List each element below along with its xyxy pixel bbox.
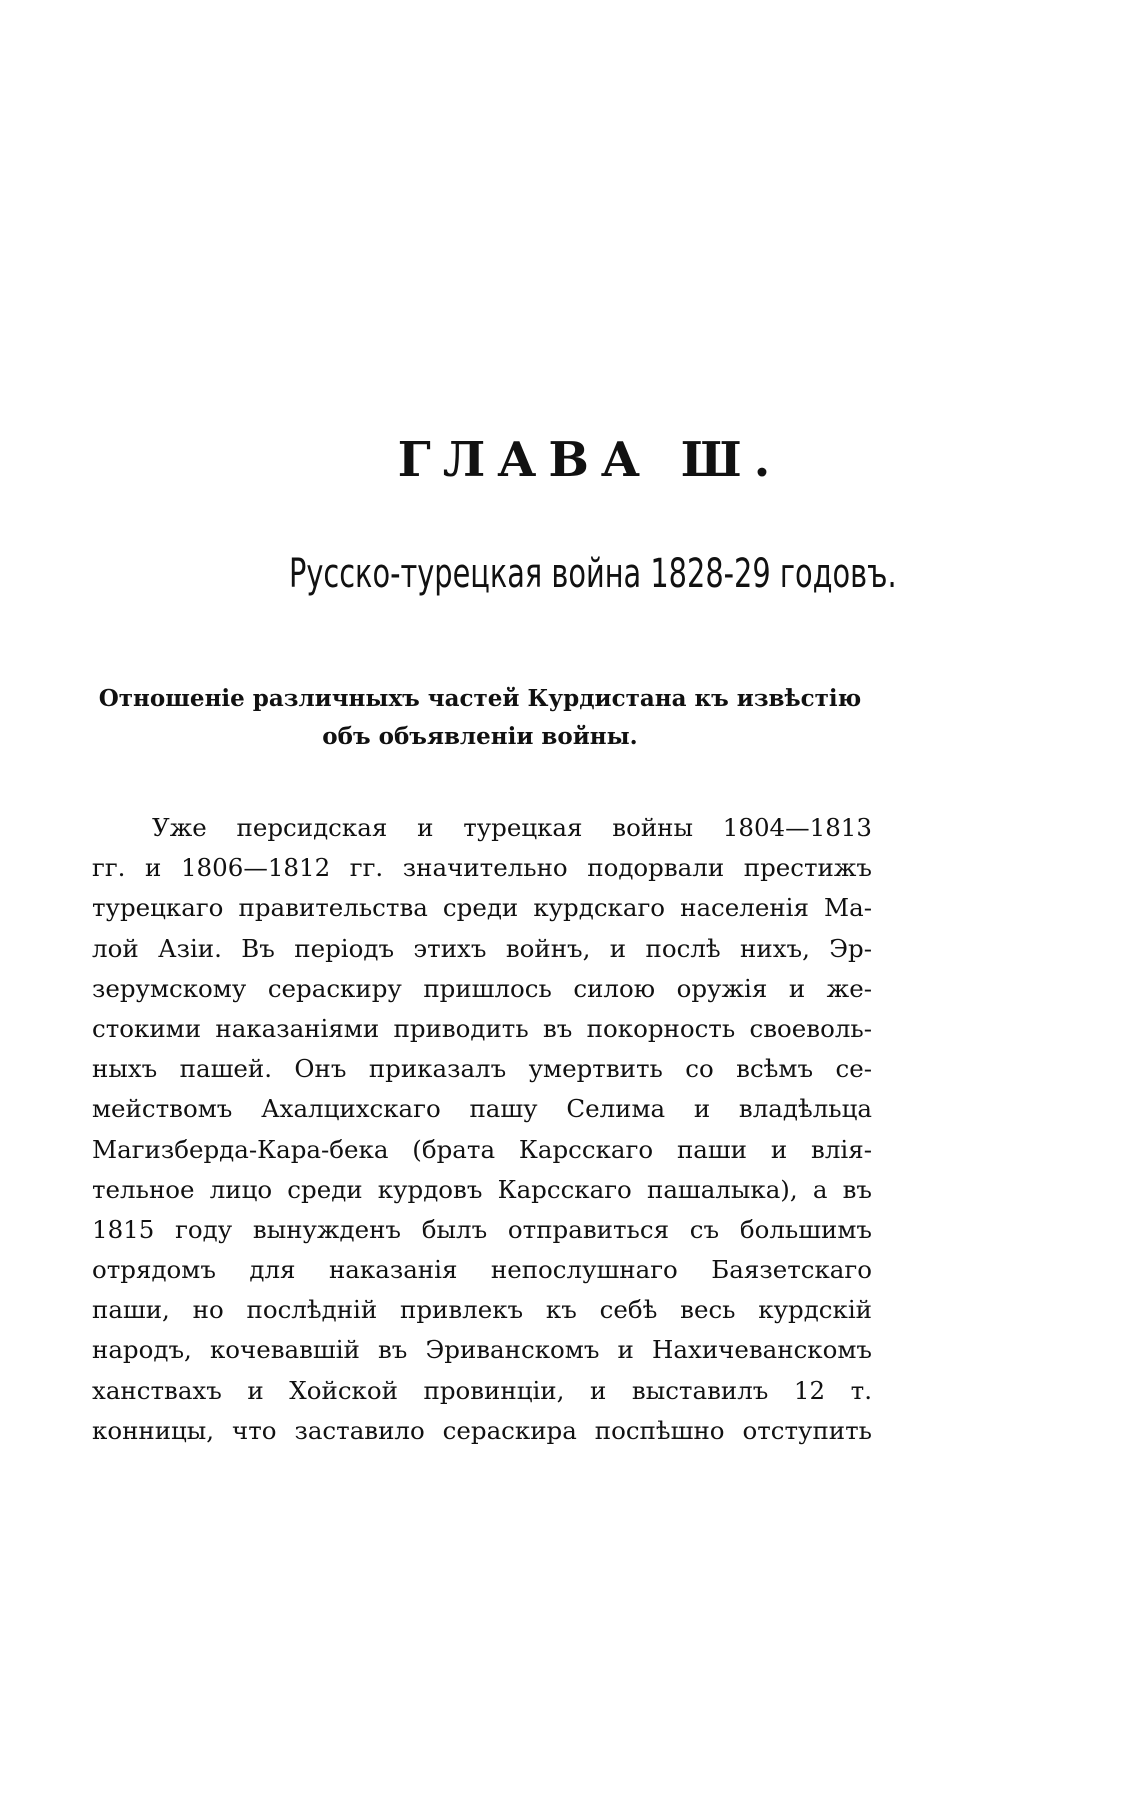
chapter-heading: ГЛАВА Ш. bbox=[397, 432, 783, 488]
text-line: паши, но послѣдній привлекъ къ себѣ весь курдскій bbox=[92, 1295, 872, 1325]
text-line: Уже персидская и турецкая войны 1804—1813 bbox=[152, 813, 872, 842]
section-heading-line: Отношеніе различныхъ частей Курдистана къ извѣстію bbox=[98, 685, 862, 712]
section-heading bbox=[90, 680, 870, 756]
text-line: турецкаго правительства среди курдскаго населенія Ма- bbox=[92, 893, 872, 923]
text-line: гг. и 1806—1812 гг. значительно подорвали престижъ bbox=[92, 853, 872, 883]
text-line: Магизберда-Кара-бека (брата Карсскаго паши и влія- bbox=[92, 1134, 872, 1164]
body-paragraph bbox=[92, 808, 872, 1451]
text-line: народъ, кочевавшій въ Эриванскомъ и Нахичеванскомъ bbox=[92, 1335, 872, 1365]
text-line: лой Азіи. Въ періодъ этихъ войнъ, и послѣ нихъ, Эр- bbox=[92, 933, 872, 963]
section-heading-line: объ объявленіи войны. bbox=[322, 723, 638, 750]
text-line: стокими наказаніями приводить въ покорность своеволь- bbox=[92, 1013, 872, 1043]
text-line: 1815 году вынужденъ былъ отправиться съ большимъ bbox=[92, 1214, 872, 1244]
chapter-title: Русско-турецкая война 1828-29 годовъ. bbox=[288, 551, 897, 597]
text-line: ханствахъ и Хойской провинціи, и выставилъ 12 т. bbox=[92, 1375, 872, 1405]
text-line: конницы, что заставило сераскира поспѣшно отступить bbox=[92, 1415, 872, 1445]
text-line: ныхъ пашей. Онъ приказалъ умертвить со всѣмъ се- bbox=[92, 1054, 872, 1084]
text-line: тельное лицо среди курдовъ Карсскаго пашалыка), а въ bbox=[92, 1174, 872, 1204]
text-line: отрядомъ для наказанія непослушнаго Баязетскаго bbox=[92, 1255, 872, 1285]
text-line: мействомъ Ахалцихскаго пашу Селима и владѣльца bbox=[92, 1094, 872, 1124]
text-line: зерумскому сераскиру пришлось силою оружія и же- bbox=[92, 973, 872, 1003]
